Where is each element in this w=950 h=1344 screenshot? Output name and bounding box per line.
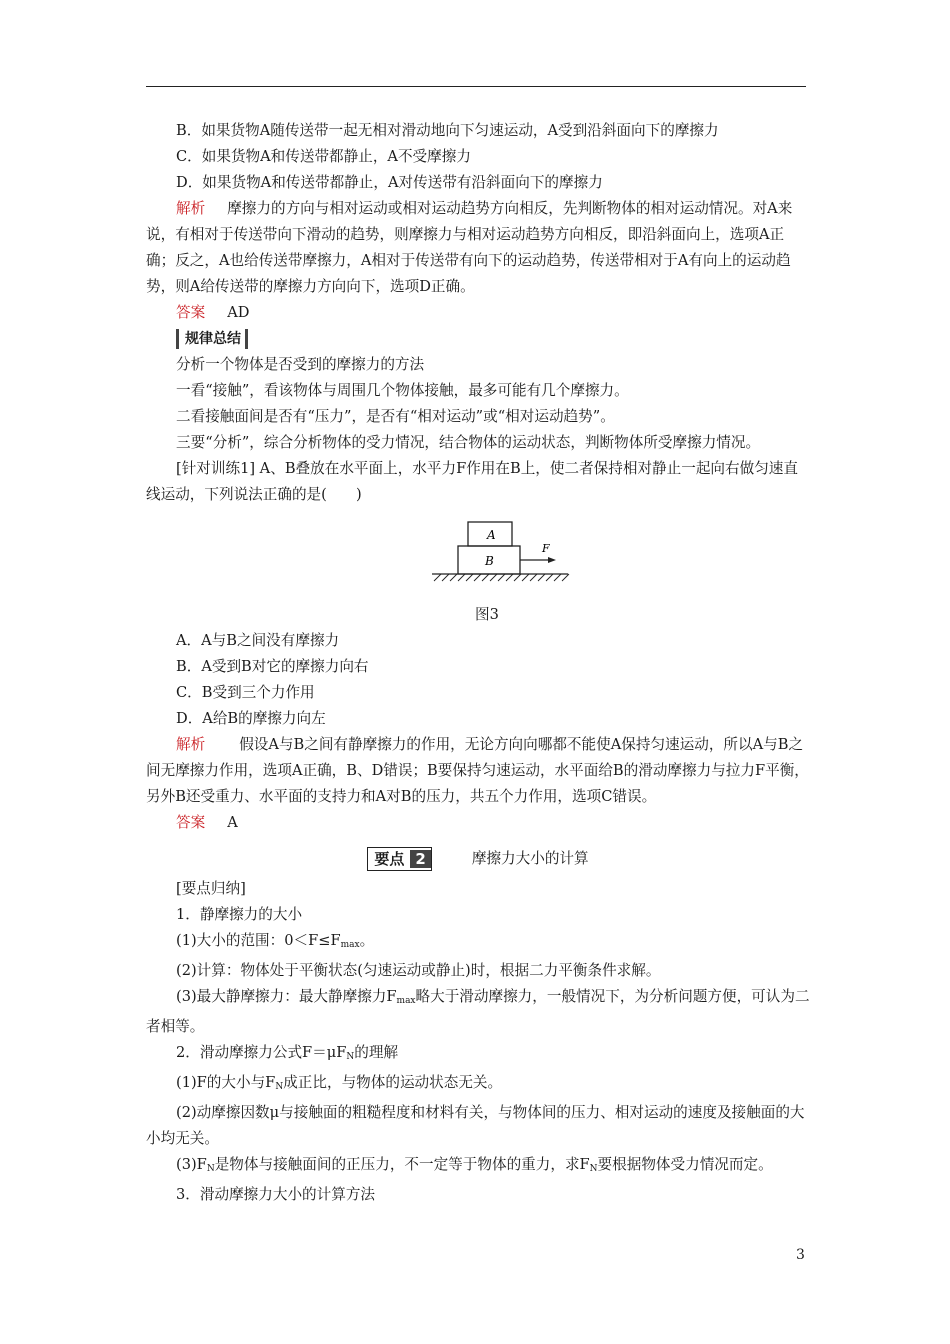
- keypoint-badge: [367, 847, 431, 871]
- figure-3: [146, 516, 810, 602]
- option-d-top: D．如果货物A和传送带都静止，A对传送带有沿斜面向下的摩擦力: [176, 174, 603, 191]
- exercise-option: A．A与B之间没有摩擦力: [176, 632, 340, 649]
- ground-hatching: [434, 574, 569, 581]
- section-2-item-3: $(3)F_N$是物体与接触面间的正压力，不一定等于物体的重力，求$F_N$要根据物体受力情况而定。: [176, 1156, 773, 1174]
- section-1-item-3: (3)最大静摩擦力：最大静摩擦力$F_{max}$略大于滑动摩擦力，一般情况下，为分析问题方便，可认为二者相等。: [146, 988, 810, 1035]
- option-c-top: C．如果货物A和传送带都静止，A不受摩擦力: [176, 148, 471, 165]
- label-b: B: [485, 554, 494, 568]
- analysis-label: 解析: [176, 736, 206, 753]
- keypoint-title: 摩擦力大小的计算: [471, 850, 589, 867]
- exercise-stem: [针对训练1] A、B叠放在水平面上，水平力F作用在B上，使二者保持相对静止一起向右做匀速直线运动，下列说法正确的是( ): [146, 460, 798, 503]
- summary2-heading: [要点归纳]: [176, 880, 246, 897]
- answer-value: AD: [227, 304, 250, 321]
- keypoint-heading: [146, 844, 810, 874]
- analysis-text: 摩擦力的方向与相对运动或相对运动趋势方向相反，先判断物体的相对运动情况。对A来说，有相对于传送带向下滑动的趋势，则摩擦力与相对运动趋势方向相反，即沿斜面向上，选项A正确；反之，A也给传送带摩擦力，A相对于传送带有向下的运动趋势，传送带相对于A有向上的运动趋势，则A给传送带的摩擦力方向向下，选项D正确。: [146, 200, 793, 295]
- analysis-1: [146, 196, 810, 300]
- section-3-title: 3．滑动摩擦力大小的计算方法: [176, 1186, 376, 1203]
- stacked-blocks-diagram: [430, 516, 570, 602]
- section-2-item-2: (2)动摩擦因数μ与接触面的粗糙程度和材料有关，与物体间的压力、相对运动的速度及接触面的大小均无关。: [146, 1104, 805, 1147]
- force-arrowhead: [548, 557, 556, 563]
- answer-label: 答案: [176, 814, 206, 831]
- answer-1: [146, 300, 810, 326]
- analysis-2: [146, 732, 810, 810]
- label-f: F: [542, 542, 550, 555]
- summary-line: 分析一个物体是否受到的摩擦力的方法: [176, 356, 425, 373]
- exercise-option: B．A受到B对它的摩擦力向右: [176, 658, 369, 675]
- keypoint-word: 要点: [374, 850, 405, 868]
- section-1-title: 1．静摩擦力的大小: [176, 906, 303, 923]
- keypoint-number: 2: [410, 850, 430, 868]
- header-rule: [146, 86, 806, 87]
- answer-2: [146, 810, 810, 836]
- figure-caption: 图3: [475, 606, 499, 623]
- summary-line: 三要“分析”，综合分析物体的受力情况，结合物体的运动状态，判断物体所受摩擦力情况。: [176, 434, 761, 451]
- section-2-item-1: (1)F的大小与$F_N$成正比，与物体的运动状态无关。: [176, 1074, 503, 1092]
- answer-value: A: [227, 814, 238, 831]
- exercise-option: D．A给B的摩擦力向左: [176, 710, 326, 727]
- section-2-title: 2．滑动摩擦力公式$F=\mu F_N$的理解: [176, 1044, 399, 1062]
- label-a: A: [487, 528, 496, 542]
- page-content: [146, 118, 810, 1208]
- exercise-option: C．B受到三个力作用: [176, 684, 315, 701]
- analysis-label: 解析: [176, 200, 206, 217]
- summary-tag-row: [146, 326, 810, 352]
- summary-line: 二看接触面间是否有“压力”，是否有“相对运动”或“相对运动趋势”。: [176, 408, 615, 425]
- analysis-text: 假设A与B之间有静摩擦力的作用，无论方向向哪都不能使A保持匀速运动，所以A与B之间无摩擦力作用，选项A正确，B、D错误；B要保持匀速运动，水平面给B的滑动摩擦力与拉力F平衡，另外B还受重力、水平面的支持力和A对B的压力，共五个力作用，选项C错误。: [146, 736, 809, 805]
- summary-tag: 规律总结: [176, 329, 248, 349]
- section-1-item-2: (2)计算：物体处于平衡状态(匀速运动或静止)时，根据二力平衡条件求解。: [176, 962, 661, 979]
- option-b-top: B．如果货物A随传送带一起无相对滑动地向下匀速运动，A受到沿斜面向下的摩擦力: [176, 122, 719, 139]
- answer-label: 答案: [176, 304, 206, 321]
- section-1-item-1: (1)大小的范围：$0<F\le F_{max}$。: [176, 932, 375, 950]
- page-number: 3: [796, 1247, 805, 1263]
- summary-line: 一看“接触”，看该物体与周围几个物体接触，最多可能有几个摩擦力。: [176, 382, 629, 399]
